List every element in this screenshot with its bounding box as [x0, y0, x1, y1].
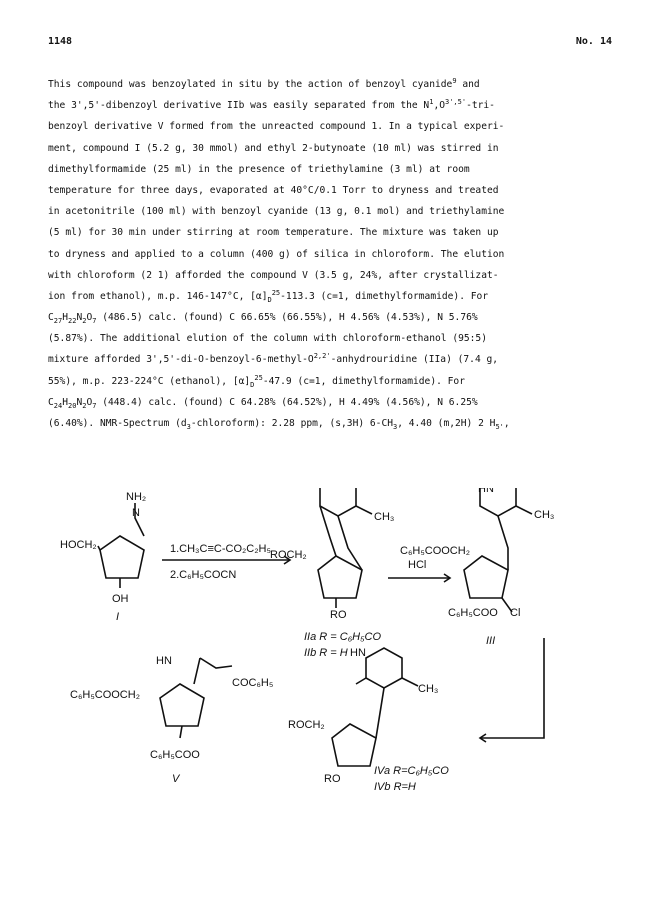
ribose-ring-III: [464, 556, 508, 598]
body-text: [48, 74, 623, 434]
reagent-hcl: HCl: [408, 559, 427, 571]
atom-hn-III: HN: [478, 488, 494, 495]
ribose-ring-IIa: [318, 556, 362, 598]
atom-oh: OH: [112, 593, 129, 605]
reaction-scheme-svg: [60, 488, 620, 808]
reaction-scheme: [60, 488, 620, 808]
atom-cl-III: Cl: [510, 607, 521, 619]
atom-bzo-III: C₆H₅COO: [448, 607, 498, 619]
label-compound-IVb: IVb R=H: [374, 781, 416, 793]
ribose-ring-I: [100, 536, 144, 578]
atom-bzo-V: C₆H₅COO: [150, 749, 200, 761]
atom-hoch2: HOCH₂: [60, 539, 97, 551]
label-compound-III: III: [486, 635, 496, 647]
text-line: $C_{24}H_{20}N_2O_7$ (448.4) calc. (found) C 64.28% (64.52%), H 4.49% (4.56%), N 6.25%: [48, 396, 478, 410]
atom-bzoch2-V: C₆H₅COOCH₂: [70, 689, 140, 701]
reagent-2: 2.C₆H₅COCN: [170, 569, 237, 581]
text-line: ment, compound I (5.2 g, 30 mmol) and ethyl 2-butynoate (10 ml) was stirred in: [48, 142, 499, 154]
atom-n-I: N: [132, 507, 140, 519]
atom-hn-IVa: HN: [350, 647, 366, 659]
reaction-arrow-3: [480, 638, 544, 738]
ribose-ring-IVa: [332, 724, 376, 766]
text-line: 55%), m.p. 223-224°C (ethanol), $[\alpha]_D^{25}-47.9$ (c=1, dimethylformamide). For: [48, 373, 465, 389]
atom-ch3-IIa: CH₃: [374, 511, 395, 523]
pyrimidine-ring-IVa: [366, 648, 402, 688]
label-compound-I: I: [116, 611, 120, 623]
pyrimidine-ring-IIa: [320, 488, 356, 516]
text-line: to dryness and applied to a column (400 g) of silica in chloroform. The elution: [48, 248, 505, 260]
text-line: mixture afforded $3',5'-di-O-benzoyl-6-methyl-O^{2,2'}$-anhydrouridine (IIa) (7.4 g,: [48, 352, 499, 366]
label-compound-IIa: IIa R = C₆H₅CO: [304, 631, 381, 643]
page-number: 1148: [48, 36, 73, 47]
text-line: $C_{27}H_{22}N_2O_7$ (486.5) calc. (found) C 66.65% (66.55%), H 4.56% (4.53%), N 5.76%: [48, 312, 478, 325]
atom-ro-IIa: RO: [330, 609, 347, 621]
atom-hn-V: HN: [156, 655, 172, 667]
text-line: (6.40%). NMR-Spectrum $(d_3-chloroform)$: 2.28 ppm, (s,3H) $6-CH_3$, 4.40 (m,2H) 2 $H_{5'}$,: [48, 418, 510, 431]
label-compound-V: V: [172, 773, 180, 785]
reagent-1: 1.CH₃C≡C-CO₂C₂H₅: [170, 543, 271, 555]
text-line: in acetonitrile (100 ml) with benzoyl cyanide (13 g, 0.1 mol) and triethylamine: [48, 206, 505, 218]
text-line: (5.87%). The additional elution of the column with chloroform-ethanol (95:5): [48, 333, 487, 345]
text-line: with chloroform (2 1) afforded the compound V (3.5 g, 24%, after crystallizat-: [48, 269, 499, 281]
atom-cobz-V: COC₆H₅: [232, 677, 274, 689]
text-line: temperature for three days, evaporated at 40°C/0.1 Torr to dryness and treated: [48, 184, 499, 196]
text-line: This compound was benzoylated in situ by the action of benzoyl cyanide$^9$ and: [48, 76, 480, 90]
text-line: (5 ml) for 30 min under stirring at room temperature. The mixture was taken up: [48, 227, 499, 239]
page-header: [48, 36, 612, 50]
text-line: the 3',5'-dibenzoyl derivative IIb was easily separated from the $N^1,O^{3',5'}-tri-$: [48, 98, 495, 112]
atom-ro-IVa: RO: [324, 773, 341, 785]
label-compound-IVa: IVa R=C₆H₅CO: [374, 765, 449, 777]
atom-roch2-IIa: ROCH₂: [270, 549, 307, 561]
text-line: dimethylformamide (25 ml) in the presence of triethylamine (3 ml) at room: [48, 163, 470, 175]
ribose-ring-V: [160, 684, 204, 726]
atom-roch2-IVa: ROCH₂: [288, 719, 325, 731]
text-line: ion from ethanol), m.p. 146-147°C, $[\alpha]_D^{25}-113.3$ (c=1, dimethylformamide). For: [48, 288, 489, 304]
journal-issue-number: No. 14: [575, 36, 612, 47]
text-line: benzoyl derivative V formed from the unreacted compound 1. In a typical experi-: [48, 121, 505, 133]
atom-ch3-IVa: CH₃: [418, 683, 439, 695]
label-compound-IIb: IIb R = H: [304, 647, 348, 659]
atom-bzoch2-III: C₆H₅COOCH₂: [400, 545, 470, 557]
atom-nh2: NH₂: [126, 491, 147, 503]
atom-ch3-III: CH₃: [534, 509, 555, 521]
